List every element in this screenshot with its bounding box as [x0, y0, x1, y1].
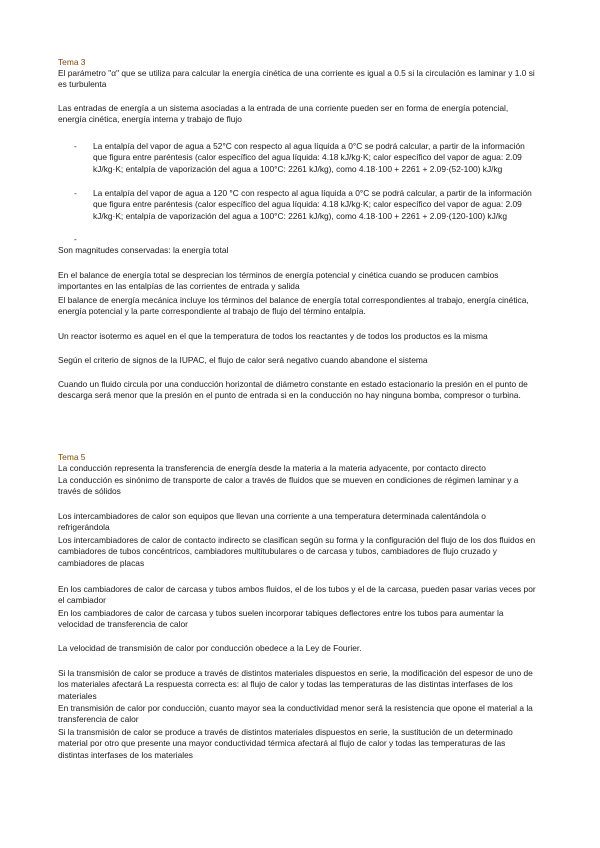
- bullet-item: La entalpía del vapor de agua a 120 °C con respecto al agua líquida a 0°C se podrá calcular, a partir de la información que figura entre paréntesis (calor específico del agua líquida: 4.18 kJ/kg·K; calor específico del vapor de agua: 2.09 kJ/kg·K; entalpía de vaporización del agua a 100°C: 2261 kJ/kg), como 4.18·100 + 2261 + 2.09·(120-100) kJ/kg: [93, 188, 532, 221]
- paragraph: La conducción representa la transferencia de energía desde la materia a la materia adyacente, por contacto directo: [58, 463, 486, 473]
- paragraph: Un reactor isotermo es aquel en el que la temperatura de todos los reactantes y de todos los productos es la misma: [58, 331, 488, 341]
- paragraph: Los intercambiadores de calor son equipos que llevan una corriente a una temperatura determinada calentándola o refrigerándola: [58, 511, 486, 533]
- paragraph: En transmisión de calor por conducción, cuanto mayor sea la conductividad menor será la resistencia que opone el material a la transferencia de calor: [58, 703, 533, 725]
- paragraph: Las entradas de energía a un sistema asociadas a la entrada de una corriente pueden ser en forma de energía potencial, energía cinética, energía interna y trabajo de flujo: [58, 103, 509, 125]
- paragraph: Cuando un fluido circula por una conducción horizontal de diámetro constante en estado estacionario la presión en el punto de descarga será menor que la presión en el punto de entrada si en la conducción no hay ninguna bomba, compresor o turbina.: [58, 379, 528, 401]
- paragraph: Según el criterio de signos de la IUPAC, el flujo de calor será negativo cuando abandone el sistema: [58, 355, 428, 365]
- bullet-marker: -: [74, 141, 77, 151]
- paragraph: Son magnitudes conservadas: la energía total: [58, 245, 229, 255]
- paragraph: La conducción es sinónimo de transporte de calor a través de fluidos que se mueven en condiciones de régimen laminar y a través de sólidos: [58, 475, 519, 497]
- paragraph: En los cambiadores de calor de carcasa y tubos suelen incorporar tabiques deflectores entre los tubos para aumentar la velocidad de transferencia de calor: [58, 608, 504, 630]
- bullet-item: La entalpía del vapor de agua a 52°C con respecto al agua líquida a 0°C se podrá calcular, a partir de la información que figura entre paréntesis (calor específico del agua líquida: 4.18 kJ/kg·K; calor específico del vapor de agua: 2.09 kJ/kg·K; entalpía de vaporización del agua a 100°C: 2261 kJ/kg), como 4.18·100 + 2261 + 2.09·(52-100) kJ/kg: [93, 141, 525, 174]
- bullet-marker: -: [74, 234, 77, 244]
- paragraph: En el balance de energía total se desprecian los términos de energía potencial y cinética cuando se producen cambios importantes en las entalpías de las corrientes de entrada y salida: [58, 270, 499, 292]
- paragraph: La velocidad de transmisión de calor por conducción obedece a la Ley de Fourier.: [58, 643, 362, 653]
- paragraph: En los cambiadores de calor de carcasa y tubos ambos fluidos, el de los tubos y el de la carcasa, pueden pasar varias veces por el cambiador: [58, 584, 536, 606]
- section-heading-tema-5: Tema 5: [58, 452, 86, 462]
- paragraph: El parámetro "α" que se utiliza para calcular la energía cinética de una corriente es igual a 0.5 si la circulación es laminar y 1.0 si es turbulenta: [58, 68, 535, 90]
- paragraph: Los intercambiadores de calor de contacto indirecto se clasifican según su forma y la configuración del flujo de los dos fluidos en cambiadores de tubos concéntricos, cambiadores multitubulares o de carcasa y tubos, cambiadores de flujo cruzado y cambiadores de placas: [58, 535, 536, 568]
- bullet-marker: -: [74, 188, 77, 198]
- paragraph: Si la transmisión de calor se produce a través de distintos materiales dispuestos en serie, la sustitución de un determinado material por otro que presente una mayor conductividad térmica afectará al flujo de calor y todas las temperaturas de las distintas interfases de los materiales: [58, 727, 513, 760]
- section-heading-tema-3: Tema 3: [58, 57, 86, 67]
- paragraph: Si la transmisión de calor se produce a través de distintos materiales dispuestos en serie, la modificación del espesor de uno de los materiales afectará La respuesta correcta es: al flujo de calor y todas las temperaturas de las distintas interfases de los materiales: [58, 668, 533, 701]
- paragraph: El balance de energía mecánica incluye los términos del balance de energía total correspondientes al trabajo, energía cinética, energía potencial y la parte correspondiente al trabajo de flujo del término entalpía.: [58, 295, 529, 317]
